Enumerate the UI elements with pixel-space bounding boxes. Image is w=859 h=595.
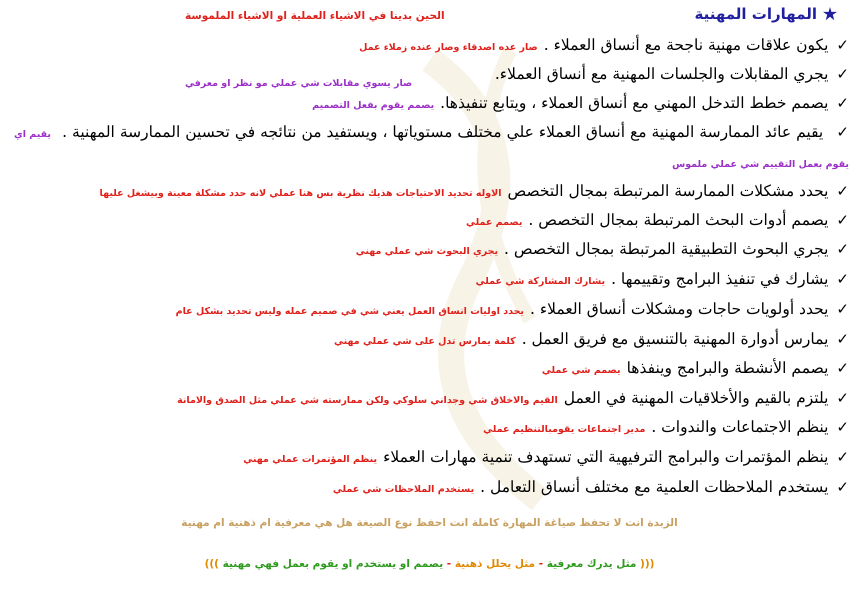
rule-cognitive: مثل يدرك معرفية xyxy=(546,558,637,570)
skill-annotation: يصمم عملي xyxy=(466,217,523,228)
skill-item-7 xyxy=(356,240,849,258)
skill-text: يصمم خطط التدخل المهني مع أنساق العملاء ، ويتابع تنفيذها. xyxy=(440,94,829,112)
skill-text: يشارك في تنفيذ البرامج وتقييمها . xyxy=(611,270,829,288)
rule-separator: - xyxy=(538,558,544,570)
heading-title: المهارات المهنية xyxy=(694,5,817,23)
skill-annotation: يستخدم الملاحظات شي عملي xyxy=(332,484,475,495)
rule-mental: مثل يحلل ذهنية xyxy=(454,558,536,570)
skill-text: يصمم أدوات البحث المرتبطة بمجال التخصص . xyxy=(528,211,829,229)
skill-annotation: ينظم المؤتمرات عملي مهني xyxy=(243,454,378,465)
classification-rule xyxy=(0,558,859,570)
skill-item-15 xyxy=(333,478,849,496)
check-icon: ✓ xyxy=(836,65,849,83)
skill-item-14 xyxy=(243,448,849,466)
check-icon: ✓ xyxy=(836,418,849,436)
rule-separator: - xyxy=(446,558,452,570)
skill-text: يلتزم بالقيم والأخلاقيات المهنية في العمل xyxy=(563,389,829,407)
skill-text: يصمم الأنشطة والبرامج وينفذها xyxy=(626,359,829,377)
rule-professional: يصمم او يستخدم او يقوم بعمل فهي مهنية xyxy=(222,558,444,570)
skill-item-8 xyxy=(476,270,849,288)
skill-annotation: يحدد اوليات انساق العمل يعني شي في صميم عمله وليس تحديد بشكل عام xyxy=(175,306,524,317)
skill-annotation: يصمم يقوم بفعل التصميم xyxy=(312,100,435,111)
skill-annotation: صار عده اصدقاء وصار عنده زملاء عمل xyxy=(359,42,538,53)
skill-text: ينظم الاجتماعات والندوات . xyxy=(651,418,829,436)
top-annotation: الحين بدينا في الاشياء العملية او الاشياء الملموسة xyxy=(185,10,445,22)
check-icon: ✓ xyxy=(836,389,849,407)
check-icon: ✓ xyxy=(836,330,849,348)
summary-note: الزبدة انت لا تحفظ صياغة المهارة كاملة انت احفظ نوع الصيغة هل هي معرفية ام ذهنية ام مهنية xyxy=(181,517,678,529)
skill-annotation: يصمم شي عملي xyxy=(541,365,621,376)
skill-item-12 xyxy=(177,389,849,407)
skill-text: يمارس أدوارة المهنية بالتنسيق مع فريق العمل . xyxy=(521,330,829,348)
check-icon: ✓ xyxy=(836,240,849,258)
check-icon: ✓ xyxy=(836,270,849,288)
skill-text: ينظم المؤتمرات والبرامج الترفيهية التي تستهدف تنمية مهارات العملاء xyxy=(383,448,829,466)
skill-item-2 xyxy=(495,65,849,83)
skill-item-6 xyxy=(466,211,849,229)
skill-text: يحدد مشكلات الممارسة المرتبطة بمجال التخصص xyxy=(507,182,829,200)
skill-item-10 xyxy=(334,330,849,348)
skill-text: يحدد أولويات حاجات ومشكلات أنساق العملاء . xyxy=(530,300,829,318)
skill-annotation: القيم والاخلاق شي وجداني سلوكي ولكن ممارسته شي عملي مثل الصدق والامانة xyxy=(177,395,558,406)
skill-annotation: يقيم اي يقوم بعمل التقييم شي عملي ملموس xyxy=(14,129,849,170)
skill-item-5 xyxy=(100,182,849,200)
check-icon: ✓ xyxy=(836,36,849,54)
skill-item-1 xyxy=(359,36,849,54)
rule-open: ((( xyxy=(640,558,655,570)
skill-item-13 xyxy=(483,418,849,436)
skill-annotation: الاوله تحديد الاحتياجات هذيك نظرية بس هنا عملي لانه حدد مشكلة معينة وبيشغل عليها xyxy=(99,188,502,199)
skill-text: يجري البحوث التطبيقية المرتبطة بمجال التخصص . xyxy=(504,240,829,258)
check-icon: ✓ xyxy=(836,94,849,112)
skill-item-9 xyxy=(176,300,849,318)
skill-text: يجري المقابلات والجلسات المهنية مع أنساق العملاء. xyxy=(494,65,829,83)
check-icon: ✓ xyxy=(836,182,849,200)
check-icon: ✓ xyxy=(836,448,849,466)
skill-item-3 xyxy=(312,94,849,112)
skill-annotation: يشارك المشاركة شي عملي xyxy=(475,276,606,287)
skill-annotation: كلمة يمارس تدل على شي عملي مهني xyxy=(334,336,516,347)
skill-annotation: يجري البحوث شي عملي مهني xyxy=(355,246,499,257)
check-icon: ✓ xyxy=(836,300,849,318)
check-icon: ✓ xyxy=(836,211,849,229)
skill-text: يكون علاقات مهنية ناجحة مع أنساق العملاء . xyxy=(543,36,829,54)
check-icon: ✓ xyxy=(836,478,849,496)
star-bullet-icon xyxy=(823,7,837,21)
skill-annotation: مدير اجتماعات يقومبالتنظيم عملي xyxy=(483,424,646,435)
skill-item-11 xyxy=(542,359,849,377)
skill-text: يقيم عائد الممارسة المهنية مع أنساق العملاء علي مختلف مستوياتها ، ويستفيد من نتائجه في تحسين الممارسة المهنية . xyxy=(62,123,824,141)
section-heading xyxy=(694,5,837,23)
check-icon: ✓ xyxy=(836,123,850,141)
rule-close: ))) xyxy=(204,558,219,570)
check-icon: ✓ xyxy=(836,359,849,377)
interview-annotation: صار يسوي مقابلات شي عملي مو نظر او معرفي xyxy=(185,78,413,89)
skill-text: يستخدم الملاحظات العلمية مع مختلف أنساق التعامل . xyxy=(480,478,829,496)
skill-item-4 xyxy=(14,118,849,178)
